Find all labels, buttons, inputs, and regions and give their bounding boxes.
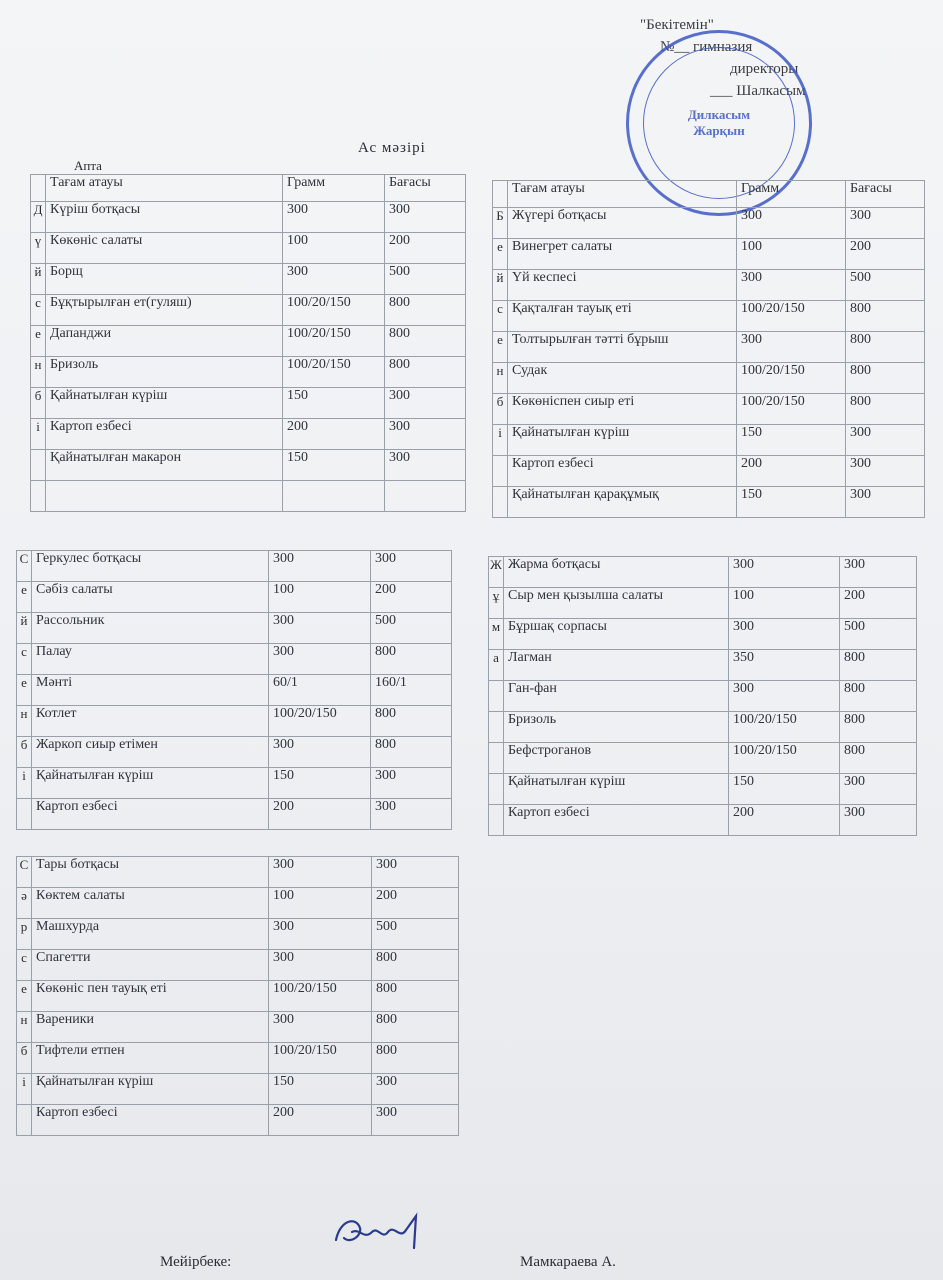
day-letter: с — [493, 301, 508, 332]
day-letter: С — [17, 551, 32, 582]
day-letter: б — [493, 394, 508, 425]
table-row — [17, 799, 452, 830]
dish-price: 300 — [371, 768, 452, 799]
dish-name: Картоп езбесі — [504, 805, 729, 836]
approval-line: "Бекітемін" — [640, 17, 714, 33]
dish-name: Көктем салаты — [32, 888, 269, 919]
table-row — [17, 888, 459, 919]
dish-name: Жарма ботқасы — [504, 557, 729, 588]
dish-gram: 150 — [283, 388, 385, 419]
table-row — [31, 233, 466, 264]
dish-price: 300 — [840, 557, 917, 588]
dish-price: 300 — [372, 1105, 459, 1136]
table-row — [17, 1043, 459, 1074]
table-row — [17, 981, 459, 1012]
table-row — [31, 357, 466, 388]
dish-gram: 100/20/150 — [283, 326, 385, 357]
day-letter: е — [17, 981, 32, 1012]
dish-price: 800 — [846, 363, 925, 394]
header-name: Тағам атауы — [508, 181, 737, 208]
dish-price: 300 — [385, 202, 466, 233]
dish-price: 800 — [372, 950, 459, 981]
dish-name: Қайнатылған қарақұмық — [508, 487, 737, 518]
day-letter: е — [17, 582, 32, 613]
approval-line: ___ Шалкасым — [710, 83, 806, 99]
dish-name: Көкөніспен сиыр еті — [508, 394, 737, 425]
dish-name: Картоп езбесі — [32, 1105, 269, 1136]
dish-price: 800 — [846, 301, 925, 332]
day-letter: Ж — [489, 557, 504, 588]
dish-price: 500 — [372, 919, 459, 950]
dish-name: Винегрет салаты — [508, 239, 737, 270]
dish-name: Котлет — [32, 706, 269, 737]
dish-gram: 300 — [737, 332, 846, 363]
day-letter: а — [489, 650, 504, 681]
day-cell — [31, 175, 46, 202]
day-letter: н — [31, 357, 46, 388]
dish-gram: 100 — [737, 239, 846, 270]
dish-gram: 200 — [737, 456, 846, 487]
dish-name: Сыр мен қызылша салаты — [504, 588, 729, 619]
dish-price: 200 — [371, 582, 452, 613]
dish-name: Сәбіз салаты — [32, 582, 269, 613]
dish-gram: 300 — [269, 919, 372, 950]
table-row — [31, 450, 466, 481]
dish-price: 300 — [846, 208, 925, 239]
table-row — [489, 650, 917, 681]
table-row — [17, 675, 452, 706]
dish-price: 800 — [371, 737, 452, 768]
signature-image — [330, 1210, 450, 1254]
day-letter — [489, 774, 504, 805]
dish-price: 200 — [385, 233, 466, 264]
table-row — [17, 857, 459, 888]
dish-name: Вареники — [32, 1012, 269, 1043]
table-row — [493, 301, 925, 332]
stamp-text: Дилкасым — [687, 107, 751, 122]
dish-name: Спагетти — [32, 950, 269, 981]
dish-price: 800 — [385, 357, 466, 388]
dish-gram: 100/20/150 — [269, 1043, 372, 1074]
day-letter: е — [493, 332, 508, 363]
dish-name: Картоп езбесі — [46, 419, 283, 450]
dish-gram: 300 — [269, 950, 372, 981]
table-row — [31, 388, 466, 419]
dish-name: Тифтели етпен — [32, 1043, 269, 1074]
day-letter: і — [31, 419, 46, 450]
day-letter: н — [493, 363, 508, 394]
week-label: Апта — [74, 158, 102, 173]
day-letter: м — [489, 619, 504, 650]
table-row — [17, 582, 452, 613]
dish-gram: 150 — [737, 487, 846, 518]
day-letter — [489, 712, 504, 743]
header-gram: Грамм — [283, 175, 385, 202]
dish-name: Лагман — [504, 650, 729, 681]
day-letter — [489, 743, 504, 774]
dish-gram: 300 — [729, 681, 840, 712]
table-row — [31, 264, 466, 295]
table-row — [489, 743, 917, 774]
approval-line: №__ гимназия — [660, 39, 753, 55]
table-row — [31, 481, 466, 512]
table-row — [31, 295, 466, 326]
table-row — [31, 419, 466, 450]
dish-name: Жаркоп сиыр етімен — [32, 737, 269, 768]
dish-price: 200 — [372, 888, 459, 919]
header-price: Бағасы — [385, 175, 466, 202]
table-row — [489, 774, 917, 805]
day-letter: і — [17, 1074, 32, 1105]
table-row — [489, 805, 917, 836]
table-header-row — [493, 181, 925, 208]
dish-price: 800 — [385, 295, 466, 326]
dish-price: 300 — [371, 551, 452, 582]
dish-price: 300 — [372, 1074, 459, 1105]
dish-gram: 300 — [283, 264, 385, 295]
dish-gram: 300 — [269, 1012, 372, 1043]
table-row — [493, 487, 925, 518]
day-letter: й — [17, 613, 32, 644]
dish-gram: 60/1 — [269, 675, 371, 706]
dish-name: Үй кеспесі — [508, 270, 737, 301]
day-letter: й — [31, 264, 46, 295]
table-row — [17, 1012, 459, 1043]
table-row — [489, 588, 917, 619]
day-letter: е — [493, 239, 508, 270]
day-letter: р — [17, 919, 32, 950]
dish-name: Қайнатылған макарон — [46, 450, 283, 481]
day-letter — [493, 456, 508, 487]
dish-gram: 300 — [269, 551, 371, 582]
dish-gram: 300 — [269, 857, 372, 888]
dish-price: 300 — [840, 805, 917, 836]
dish-gram: 150 — [269, 1074, 372, 1105]
dish-gram: 100/20/150 — [737, 363, 846, 394]
dish-name: Борщ — [46, 264, 283, 295]
dish-name: Дапанджи — [46, 326, 283, 357]
table-row — [493, 239, 925, 270]
dish-name: Палау — [32, 644, 269, 675]
table-row — [17, 613, 452, 644]
day-letter: і — [17, 768, 32, 799]
table-row — [17, 768, 452, 799]
dish-gram: 200 — [283, 419, 385, 450]
dish-gram: 100/20/150 — [729, 712, 840, 743]
dish-name: Бефстроганов — [504, 743, 729, 774]
dish-name: Қақталған тауық еті — [508, 301, 737, 332]
dish-price: 300 — [840, 774, 917, 805]
dish-gram: 200 — [729, 805, 840, 836]
dish-price — [385, 481, 466, 512]
dish-name: Машхурда — [32, 919, 269, 950]
dish-gram: 100/20/150 — [269, 706, 371, 737]
dish-name: Бризоль — [46, 357, 283, 388]
table-row — [489, 681, 917, 712]
day-letter — [31, 450, 46, 481]
table-header-row — [31, 175, 466, 202]
dish-gram: 300 — [269, 737, 371, 768]
dish-price: 800 — [385, 326, 466, 357]
menu-table-monday — [30, 174, 466, 512]
dish-name: Мәнті — [32, 675, 269, 706]
table-row — [17, 644, 452, 675]
dish-gram: 100/20/150 — [283, 295, 385, 326]
dish-gram: 100/20/150 — [737, 301, 846, 332]
dish-gram: 100/20/150 — [283, 357, 385, 388]
dish-gram: 100/20/150 — [737, 394, 846, 425]
dish-price: 800 — [371, 706, 452, 737]
dish-price: 300 — [372, 857, 459, 888]
dish-gram — [283, 481, 385, 512]
dish-price: 300 — [846, 425, 925, 456]
table-row — [489, 712, 917, 743]
day-letter: Д — [31, 202, 46, 233]
day-letter: е — [31, 326, 46, 357]
dish-price: 160/1 — [371, 675, 452, 706]
day-letter — [17, 1105, 32, 1136]
dish-price: 500 — [846, 270, 925, 301]
day-letter: с — [31, 295, 46, 326]
table-row — [17, 950, 459, 981]
table-row — [31, 202, 466, 233]
dish-gram: 100 — [729, 588, 840, 619]
dish-gram: 200 — [269, 799, 371, 830]
dish-price: 500 — [840, 619, 917, 650]
day-letter: ә — [17, 888, 32, 919]
table-row — [17, 706, 452, 737]
day-letter — [17, 799, 32, 830]
day-letter — [489, 681, 504, 712]
day-letter: е — [17, 675, 32, 706]
table-row — [17, 1105, 459, 1136]
table-row — [17, 1074, 459, 1105]
dish-gram: 350 — [729, 650, 840, 681]
dish-name: Судак — [508, 363, 737, 394]
dish-gram: 100 — [269, 888, 372, 919]
dish-price: 800 — [372, 1043, 459, 1074]
dish-gram: 100 — [283, 233, 385, 264]
dish-gram: 100/20/150 — [269, 981, 372, 1012]
table-row — [493, 270, 925, 301]
dish-gram: 150 — [729, 774, 840, 805]
menu-table-tuesday — [16, 550, 452, 830]
dish-price: 800 — [840, 743, 917, 774]
day-letter: н — [17, 706, 32, 737]
dish-name: Көкөніс салаты — [46, 233, 283, 264]
dish-price: 500 — [371, 613, 452, 644]
dish-name: Бұршақ сорпасы — [504, 619, 729, 650]
table-row — [17, 919, 459, 950]
day-letter: й — [493, 270, 508, 301]
day-letter: с — [17, 950, 32, 981]
dish-gram: 300 — [737, 208, 846, 239]
table-row — [493, 332, 925, 363]
dish-name — [46, 481, 283, 512]
day-letter — [489, 805, 504, 836]
approval-line: директоры — [730, 61, 799, 77]
dish-gram: 150 — [737, 425, 846, 456]
header-price: Бағасы — [846, 181, 925, 208]
dish-price: 200 — [846, 239, 925, 270]
header-name: Тағам атауы — [46, 175, 283, 202]
header-gram: Грамм — [737, 181, 846, 208]
day-letter: Б — [493, 208, 508, 239]
day-letter: б — [31, 388, 46, 419]
menu-table-friday — [488, 556, 917, 836]
day-letter: ұ — [489, 588, 504, 619]
dish-gram: 300 — [269, 644, 371, 675]
dish-price: 300 — [385, 419, 466, 450]
dish-gram: 200 — [269, 1105, 372, 1136]
dish-gram: 300 — [729, 619, 840, 650]
page-title: Ас мәзірі — [358, 140, 426, 156]
dish-name: Қайнатылған күріш — [504, 774, 729, 805]
dish-price: 300 — [371, 799, 452, 830]
dish-price: 800 — [840, 712, 917, 743]
dish-gram: 150 — [283, 450, 385, 481]
table-row — [17, 551, 452, 582]
day-letter: і — [493, 425, 508, 456]
table-row — [493, 425, 925, 456]
table-row — [493, 394, 925, 425]
day-cell — [493, 181, 508, 208]
dish-name: Қайнатылған күріш — [508, 425, 737, 456]
dish-name: Жүгері ботқасы — [508, 208, 737, 239]
menu-table-wednesday — [16, 856, 459, 1136]
day-letter: б — [17, 1043, 32, 1074]
dish-price: 300 — [846, 487, 925, 518]
dish-name: Геркулес ботқасы — [32, 551, 269, 582]
menu-table-thursday — [492, 180, 925, 518]
dish-gram: 300 — [729, 557, 840, 588]
dish-price: 800 — [846, 394, 925, 425]
dish-price: 800 — [840, 681, 917, 712]
dish-name: Қайнатылған күріш — [46, 388, 283, 419]
dish-gram: 150 — [269, 768, 371, 799]
stamp-text: Жарқын — [693, 123, 745, 138]
dish-name: Ган-фан — [504, 681, 729, 712]
dish-name: Қайнатылған күріш — [32, 1074, 269, 1105]
table-row — [489, 557, 917, 588]
dish-name: Рассольник — [32, 613, 269, 644]
day-letter: ү — [31, 233, 46, 264]
table-row — [493, 363, 925, 394]
day-letter: н — [17, 1012, 32, 1043]
dish-price: 500 — [385, 264, 466, 295]
dish-price: 300 — [385, 388, 466, 419]
dish-gram: 300 — [737, 270, 846, 301]
day-letter — [493, 487, 508, 518]
dish-price: 300 — [846, 456, 925, 487]
dish-price: 800 — [371, 644, 452, 675]
table-row — [17, 737, 452, 768]
dish-gram: 300 — [269, 613, 371, 644]
day-letter: С — [17, 857, 32, 888]
dish-name: Толтырылған тәтті бұрыш — [508, 332, 737, 363]
table-row — [493, 456, 925, 487]
dish-name: Бұқтырылған ет(гуляш) — [46, 295, 283, 326]
dish-price: 800 — [840, 650, 917, 681]
dish-name: Картоп езбесі — [32, 799, 269, 830]
dish-price: 200 — [840, 588, 917, 619]
dish-name: Көкөніс пен тауық еті — [32, 981, 269, 1012]
dish-name: Картоп езбесі — [508, 456, 737, 487]
day-letter — [31, 481, 46, 512]
table-row — [493, 208, 925, 239]
signer-name: Мамкараева А. — [520, 1254, 616, 1270]
dish-price: 800 — [846, 332, 925, 363]
dish-gram: 100 — [269, 582, 371, 613]
signer-label: Мейірбеке: — [160, 1254, 232, 1270]
table-row — [31, 326, 466, 357]
dish-name: Тары ботқасы — [32, 857, 269, 888]
dish-gram: 100/20/150 — [729, 743, 840, 774]
table-row — [489, 619, 917, 650]
dish-price: 800 — [372, 981, 459, 1012]
dish-name: Қайнатылған күріш — [32, 768, 269, 799]
dish-price: 300 — [385, 450, 466, 481]
dish-name: Бризоль — [504, 712, 729, 743]
dish-name: Күріш ботқасы — [46, 202, 283, 233]
day-letter: с — [17, 644, 32, 675]
dish-gram: 300 — [283, 202, 385, 233]
dish-price: 800 — [372, 1012, 459, 1043]
day-letter: б — [17, 737, 32, 768]
